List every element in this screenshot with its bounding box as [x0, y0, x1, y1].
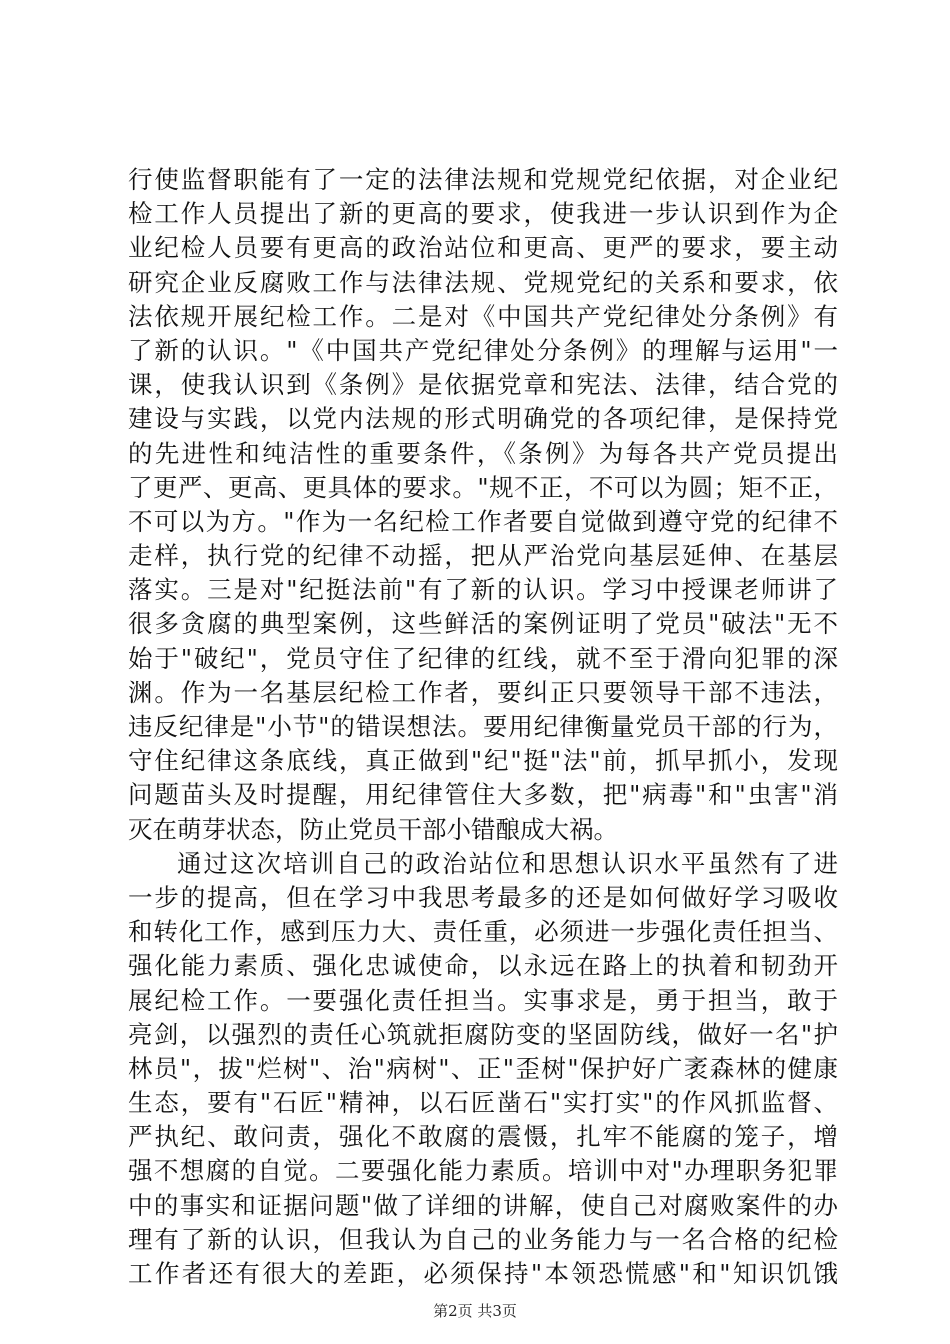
text-line: 守住纪律这条底线，真正做到"纪"挺"法"前，抓早抓小，发现: [128, 746, 838, 776]
text-line: 了更严、更高、更具体的要求。"规不正，不可以为圆；矩不正，: [128, 472, 838, 502]
text-line: 检工作人员提出了新的更高的要求，使我进一步认识到作为企: [128, 199, 838, 229]
text-line: 中的事实和证据问题"做了详细的讲解，使自己对腐败案件的办: [128, 1190, 838, 1220]
text-line: 研究企业反腐败工作与法律法规、党规党纪的关系和要求，依: [128, 267, 838, 297]
text-line: 问题苗头及时提醒，用纪律管住大多数，把"病毒"和"虫害"消: [128, 780, 838, 810]
text-line: 的先进性和纯洁性的重要条件，《条例》为每各共产党员提出: [128, 438, 838, 468]
paragraph-1: [128, 163, 838, 847]
text-line: 严执纪、敢问责，强化不敢腐的震慑，扎牢不能腐的笼子，增: [128, 1122, 838, 1152]
text-line: 展纪检工作。一要强化责任担当。实事求是，勇于担当，敢于: [128, 985, 838, 1015]
text-line: 走样，执行党的纪律不动摇，把从严治党向基层延伸、在基层: [128, 541, 838, 571]
text-line: 行使监督职能有了一定的法律法规和党规党纪依据，对企业纪: [128, 165, 838, 194]
text-line: 理有了新的认识，但我认为自己的业务能力与一名合格的纪检: [128, 1224, 838, 1254]
text-line: 林员"，拔"烂树"、治"病树"、正"歪树"保护好广袤森林的健康: [128, 1053, 838, 1083]
text-line: 违反纪律是"小节"的错误想法。要用纪律衡量党员干部的行为，: [128, 712, 838, 741]
text-line: 很多贪腐的典型案例，这些鲜活的案例证明了党员"破法"无不: [128, 609, 838, 639]
text-line: 建设与实践，以党内法规的形式明确党的各项纪律，是保持党: [128, 404, 838, 434]
text-line: 工作者还有很大的差距，必须保持"本领恐慌感"和"知识饥饿: [128, 1259, 838, 1288]
text-line: 灭在萌芽状态，防止党员干部小错酿成大祸。: [128, 814, 618, 844]
paragraph-2: [128, 847, 838, 1291]
text-line: 亮剑，以强烈的责任心筑就拒腐防变的坚固防线，做好一名"护: [128, 1019, 838, 1049]
text-line: 渊。作为一名基层纪检工作者，要纠正只要领导干部不违法，: [128, 677, 838, 707]
text-line: 始于"破纪"，党员守住了纪律的红线，就不至于滑向犯罪的深: [128, 643, 838, 673]
text-line: 强不想腐的自觉。二要强化能力素质。培训中对"办理职务犯罪: [128, 1156, 838, 1186]
text-line: 了新的认识。"《中国共产党纪律处分条例》的理解与运用"一: [128, 335, 838, 365]
text-line: 法依规开展纪检工作。二是对《中国共产党纪律处分条例》有: [128, 301, 838, 331]
text-line: 通过这次培训自己的政治站位和思想认识水平虽然有了进: [177, 848, 838, 878]
text-line: 课，使我认识到《条例》是依据党章和宪法、法律，结合党的: [128, 370, 838, 400]
page-number: 第2页 共3页: [433, 1302, 517, 1320]
text-line: 业纪检人员要有更高的政治站位和更高、更严的要求，要主动: [128, 233, 838, 263]
text-line: 落实。三是对"纪挺法前"有了新的认识。学习中授课老师讲了: [128, 575, 838, 605]
text-line: 一步的提高，但在学习中我思考最多的还是如何做好学习吸收: [128, 882, 838, 912]
text-line: 强化能力素质、强化忠诚使命，以永远在路上的执着和韧劲开: [128, 951, 838, 981]
text-line: 生态，要有"石匠"精神，以石匠凿石"实打实"的作风抓监督、: [128, 1088, 838, 1118]
text-line: 和转化工作，感到压力大、责任重，必须进一步强化责任担当、: [128, 917, 838, 947]
text-line: 不可以为方。"作为一名纪检工作者要自觉做到遵守党的纪律不: [128, 506, 838, 536]
body-text: [128, 163, 838, 1291]
